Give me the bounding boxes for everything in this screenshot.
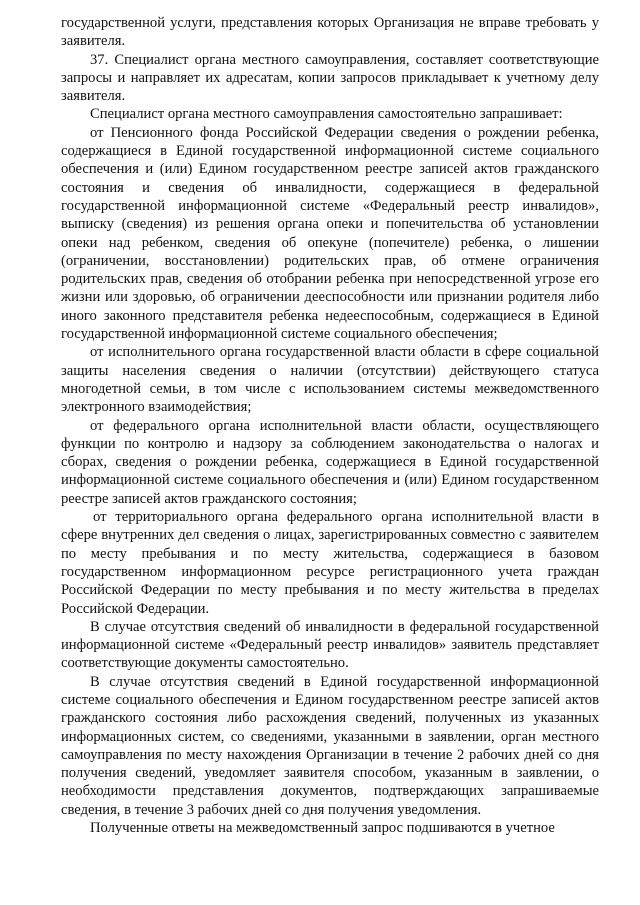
paragraph-1: государственной услуги, представления которых Организация не вправе требовать у заявителя. bbox=[61, 15, 599, 50]
paragraph-6: от федерального органа исполнительной власти области, осуществляющего функции по контролю и надзору за соблюдением законодательства о налогах и сборах, сведения о рождении ребенка, содержащиеся в Единой государственной информационной системе социального обеспечения и (или) Едином государственном реестре записей актов гражданского состояния; bbox=[61, 417, 599, 507]
paragraph-7: от территориального органа федерального органа исполнительной власти в сфере внутренних дел сведения о лицах, зарегистрированных совместно с заявителем по месту пребывания и по месту жительства, содержащиеся в базовом государственном информационном ресурсе регистрационного учета граждан Российской Федерации по месту пребывания и по месту жительства в пределах Российской Федерации. bbox=[61, 509, 599, 617]
document-page bbox=[61, 14, 599, 837]
paragraph-10: Полученные ответы на межведомственный запрос подшиваются в учетное bbox=[90, 820, 555, 837]
paragraph-3: Специалист органа местного самоуправления самостоятельно запрашивает: bbox=[90, 106, 563, 123]
paragraph-9: В случае отсутствия сведений в Единой государственной информационной системе социального обеспечения и Едином государственном реестре записей актов гражданского состояния либо расхождения сведений, полученных из указанных информационных систем, со сведениями, указанными в заявлении, орган местного самоуправления по месту нахождения Организации в течение 2 рабочих дней со дня получения сведений, уведомляет заявителя способом, указанным в заявлении, о необходимости представления документов, подтверждающих запрашиваемые сведения, в течение 3 рабочих дней со дня получения уведомления. bbox=[61, 673, 599, 818]
paragraph-2: 37. Специалист органа местного самоуправления, составляет соответствующие запросы и направляет их адресатам, копии запросов прикладывает к учетному делу заявителя. bbox=[61, 51, 599, 105]
paragraph-4: от Пенсионного фонда Российской Федерации сведения о рождении ребенка, содержащиеся в Единой государственной информационной системе социального обеспечения и (или) Едином государственном реестре записей актов гражданского состояния и сведения об инвалидности, содержащиеся в федеральной государственной информационной системе «Федеральный реестр инвалидов», выписку (сведения) из решения органа опеки и попечительства об установлении опеки над ребенком, сведения об опекуне (попечителе) ребенка, о лишении (ограничении, восстановлении) родительских прав, об отмене ограничения родительских прав, сведения об отобрании ребенка при непосредственной угрозе его жизни или здоровью, об ограничении дееспособности или признании родителя либо иного законного представителя ребенка недееспособным, содержащиеся в Единой государственной информационной системе социального обеспечения; bbox=[61, 124, 599, 343]
paragraph-8: В случае отсутствия сведений об инвалидности в федеральной государственной информационной системе «Федеральный реестр инвалидов» заявитель представляет соответствующие документы самостоятельно. bbox=[61, 618, 599, 672]
paragraph-5: от исполнительного органа государственной власти области в сфере социальной защиты населения сведения о наличии (отсутствии) действующего статуса многодетной семьи, в том числе с использованием системы межведомственного электронного взаимодействия; bbox=[61, 344, 599, 416]
